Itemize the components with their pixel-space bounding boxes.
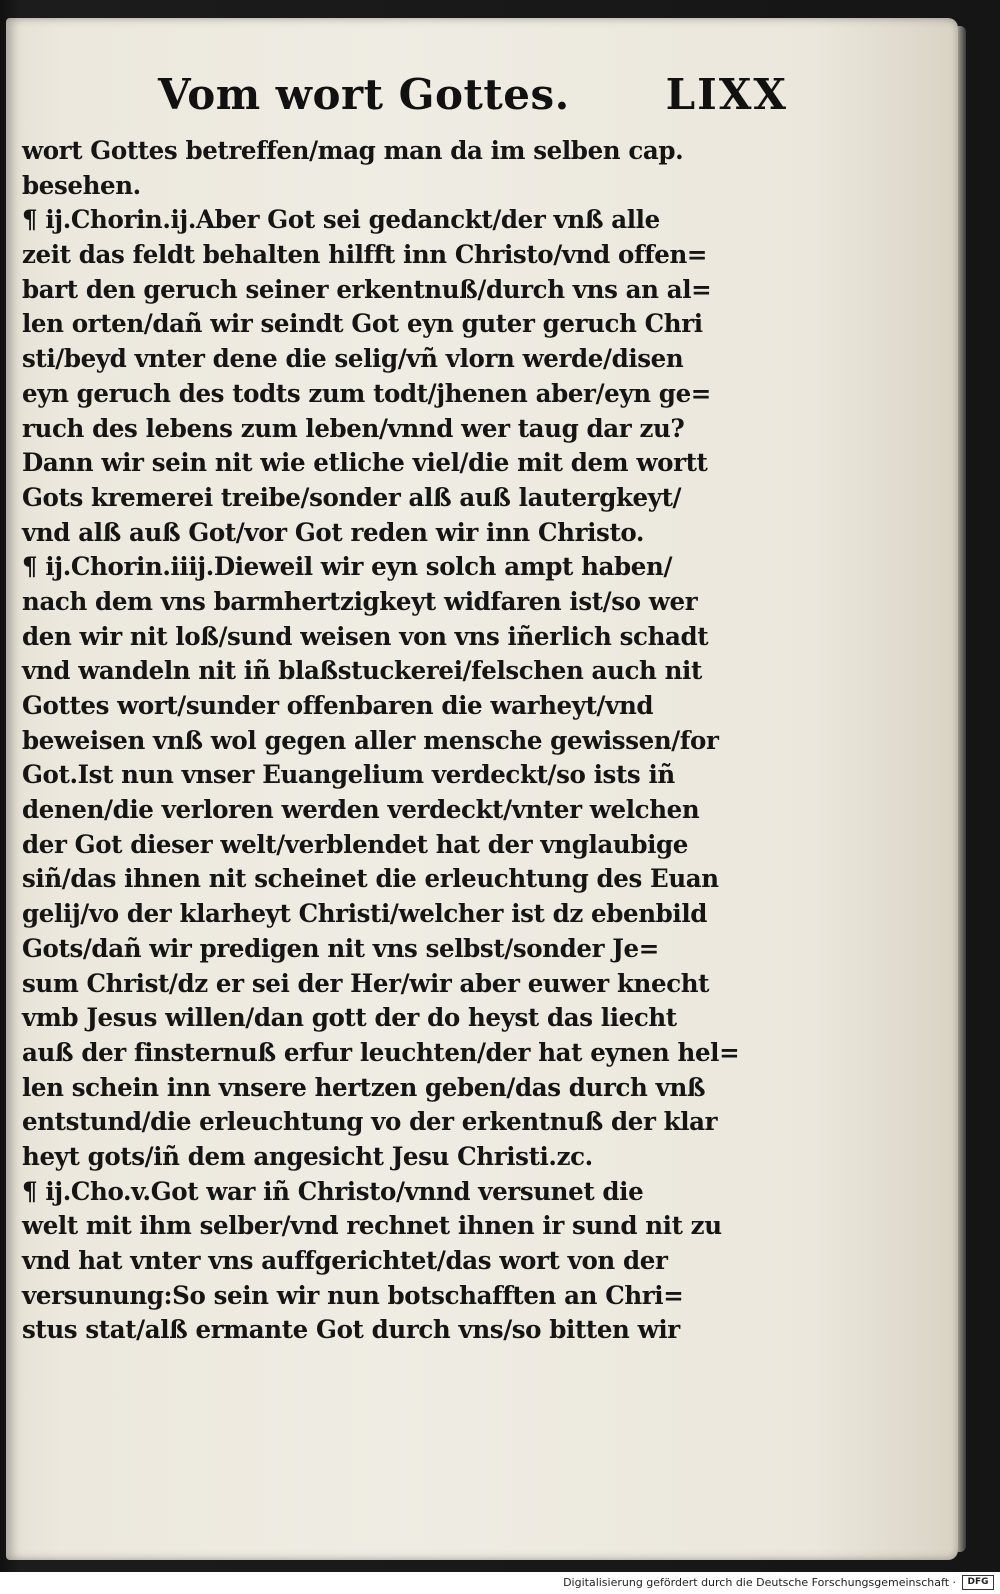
text-line: nach dem vns barmhertzigkeyt widfaren ist/so wer xyxy=(22,586,698,616)
text-line: der Got dieser welt/verblendet hat der vnglaubige xyxy=(22,829,688,859)
text-line: Dann wir sein nit wie etliche viel/die mit dem wortt xyxy=(22,448,708,478)
text-line: beweisen vnß wol gegen aller mensche gewissen/for xyxy=(22,725,719,755)
text-line: Gottes wort/sunder offenbaren die warheyt/vnd xyxy=(22,691,654,720)
text-line: stus stat/alß ermante Got durch vns/so bitten wir xyxy=(22,1315,680,1345)
text-line: sum Christ/dz er sei der Her/wir aber euwer knecht xyxy=(22,968,710,998)
text-line: siñ/das ihnen nit scheinet die erleuchtung des Euan xyxy=(22,864,719,894)
text-line: denen/die verloren werden verdeckt/vnter welchen xyxy=(22,795,700,825)
text-line: Gots kremerei treibe/sonder alß auß lautergkeyt/ xyxy=(22,482,682,512)
text-line: besehen. xyxy=(22,170,141,200)
text-line: entstund/die erleuchtung vo der erkentnuß der klar xyxy=(22,1107,718,1137)
text-line: vnd hat vnter vns auffgerichtet/das wort von der xyxy=(22,1246,668,1275)
text-line: ruch des lebens zum leben/vnnd wer taug dar zu? xyxy=(22,413,685,443)
page-header xyxy=(158,60,788,130)
body-text xyxy=(22,134,797,1348)
text-line: ¶ ij.Chorin.iiij.Dieweil wir eyn solch ampt haben/ xyxy=(22,552,673,582)
text-line: heyt gots/iñ dem angesicht Jesu Christi.zc. xyxy=(22,1141,593,1171)
text-line: sti/beyd vnter dene die selig/vñ vlorn werde/disen xyxy=(22,344,684,374)
funding-credit: Digitalisierung gefördert durch die Deutsche Forschungsgemeinschaft · xyxy=(563,1576,956,1589)
running-title: Vom wort Gottes. xyxy=(158,70,570,119)
text-line: auß der finsternuß erfur leuchten/der hat eynen hel= xyxy=(22,1037,740,1067)
text-line: Gots/dañ wir predigen nit vns selbst/sonder Je= xyxy=(22,933,659,963)
text-line: welt mit ihm selber/vnd rechnet ihnen ir sund nit zu xyxy=(22,1211,722,1241)
text-line: wort Gottes betreffen/mag man da im selben cap. xyxy=(22,136,684,165)
folio-number: LIXX xyxy=(665,70,788,119)
text-line: vnd wandeln nit iñ blaßstuckerei/felschen auch nit xyxy=(22,656,702,686)
text-line: zeit das feldt behalten hilfft inn Christo/vnd offen= xyxy=(22,240,708,270)
text-line: versunung:So sein wir nun botschafften an Chri= xyxy=(22,1280,684,1310)
text-line: gelij/vo der klarheyt Christi/welcher ist dz ebenbild xyxy=(22,899,708,929)
text-line: ¶ ij.Chorin.ij.Aber Got sei gedanckt/der vnß alle xyxy=(22,205,660,235)
footer-bar xyxy=(0,1572,1000,1594)
page-edge xyxy=(958,26,966,1552)
text-line: Got.Ist nun vnser Euangelium verdeckt/so ists iñ xyxy=(22,760,675,790)
text-line: den wir nit loß/sund weisen von vns iñerlich schadt xyxy=(22,621,709,651)
text-line: len schein inn vnsere hertzen geben/das durch vnß xyxy=(22,1072,706,1102)
text-line: eyn geruch des todts zum todt/jhenen aber/eyn ge= xyxy=(22,378,711,408)
text-line: vnd alß auß Got/vor Got reden wir inn Christo. xyxy=(22,517,645,547)
dfg-logo: DFG xyxy=(962,1575,994,1590)
text-line: ¶ ij.Cho.v.Got war iñ Christo/vnnd versunet die xyxy=(22,1176,644,1206)
text-line: vmb Jesus willen/dan gott der do heyst das liecht xyxy=(22,1003,677,1033)
text-line: bart den geruch seiner erkentnuß/durch vns an al= xyxy=(22,274,712,304)
text-line: len orten/dañ wir seindt Got eyn guter geruch Chri xyxy=(22,309,703,339)
